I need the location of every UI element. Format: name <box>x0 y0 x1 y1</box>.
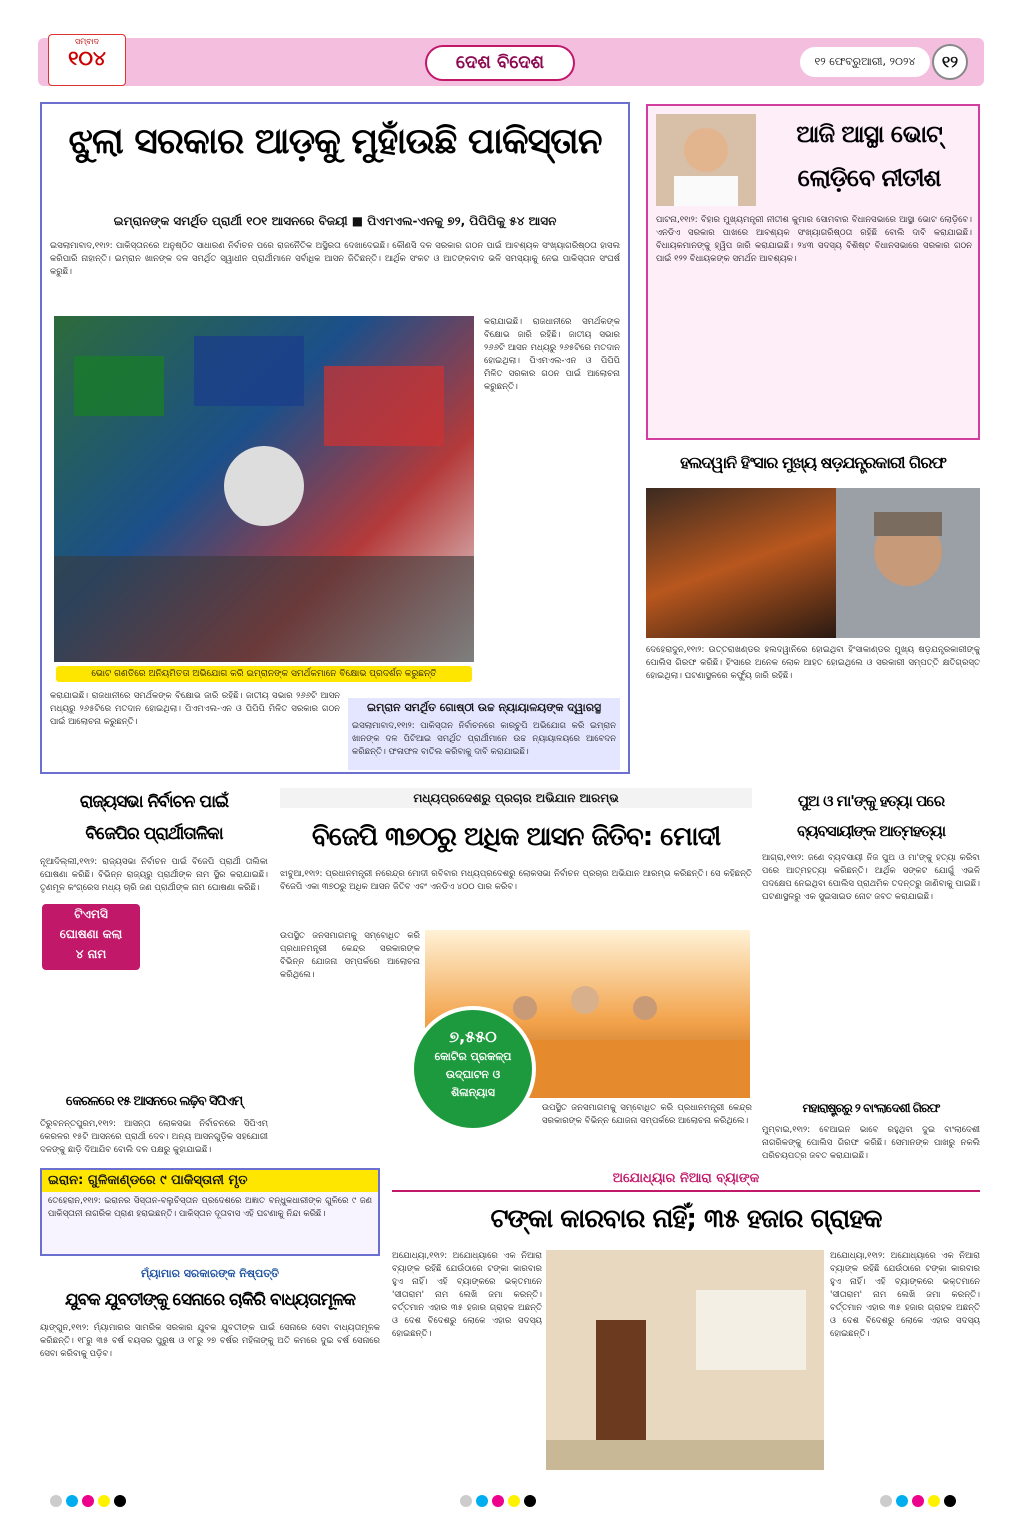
issue-date: ୧୨ ଫେବ୍ରୁଆରୀ, ୨୦୨୪ <box>800 47 930 77</box>
haldwani-suspect-photo <box>836 488 980 638</box>
nitish-body: ପାଟନା,୧୧ା୨: ବିହାର ମୁଖ୍ୟମନ୍ତ୍ରୀ ନୀତୀଶ କୁମାର ସୋମବାର ବିଧାନସଭାରେ ଆସ୍ଥା ଭୋଟ ଲୋଡ଼ିବେ। ଏନଡିଏ ସରକାର ପାଖରେ ଆବଶ୍ୟକ ସଂଖ୍ୟାଗରିଷ୍ଠତା ରହିଛି ବୋଲି ଦାବି କରାଯାଇଛି। ବିଧାୟକମାନଙ୍କୁ ହ୍ୱିପ ଜାରି କରାଯାଇଛି। ୨୪୩ ସଦସ୍ୟ ବିଶିଷ୍ଟ ବିଧାନସଭାରେ ସରକାର ଗଠନ ପାଇଁ ୧୨୨ ବିଧାୟକଙ୍କ ସମର୍ଥନ ଆବଶ୍ୟକ। <box>656 215 972 264</box>
story-myanmar <box>40 1264 380 1486</box>
agra-body: ଆଗ୍ରା,୧୧ା୨: ଜଣେ ବ୍ୟବସାୟୀ ନିଜ ପୁଅ ଓ ମା'ଙ୍କୁ ହତ୍ୟା କରିବା ପରେ ଆତ୍ମହତ୍ୟା କରିଛନ୍ତି। ଆର୍ଥିକ ସଙ୍କଟ ଯୋଗୁଁ ଏଭଳି ପଦକ୍ଷେପ ନେଇଥିବା ପୋଲିସ ପ୍ରାଥମିକ ତଦନ୍ତରୁ ଜାଣିବାକୁ ପାଇଛି। ଘଟଣାସ୍ଥଳରୁ ଏକ ସୁଇସାଇଡ ନୋଟ ଜବତ କରାଯାଇଛି। <box>762 853 980 902</box>
ayodhya-bank-photo <box>546 1250 824 1470</box>
section-title: ଦେଶ ବିଦେଶ <box>425 45 575 81</box>
pakistan-rally-photo <box>54 316 474 662</box>
masthead-number: ୧୦୪ <box>68 46 106 70</box>
iran-body: ତେହେରାନ,୧୧ା୨: ଇରାନର ସିସ୍ତାନ-ବଲୁଚିସ୍ତାନ ପ୍ରଦେଶରେ ଅଜ୍ଞାତ ବନ୍ଧୁକଧାରୀଙ୍କ ଗୁଳିରେ ୯ ଜଣ ପାକିସ୍ତାନୀ ନାଗରିକ ପ୍ରାଣ ହରାଇଛନ୍ତି। ପାକିସ୍ତାନ ଦୂତାବାସ ଏହି ଘଟଣାକୁ ନିନ୍ଦା କରିଛି। <box>48 1196 372 1219</box>
story-nitish-box <box>646 104 980 440</box>
myanmar-body: ୟାଙ୍ଗୁନ,୧୧ା୨: ମ୍ୟାଁମାରର ସାମରିକ ସରକାର ଯୁବକ ଯୁବତୀଙ୍କ ପାଇଁ ସେନାରେ ସେବା ବାଧ୍ୟତାମୂଳକ କରିଛନ୍ତି। ୧୮ରୁ ୩୫ ବର୍ଷ ବୟସର ପୁରୁଷ ଓ ୧୮ରୁ ୨୭ ବର୍ଷର ମହିଳାଙ୍କୁ ଅତି କମରେ ଦୁଇ ବର୍ଷ ସେନାରେ ସେବା କରିବାକୁ ପଡ଼ିବ। <box>40 1323 380 1359</box>
rajyasabha-headline-line1: ରାଜ୍ୟସଭା ନିର୍ବାଚନ ପାଇଁ <box>79 792 229 812</box>
page-number: ୧୨ <box>932 44 968 80</box>
ayodhya-kicker: ଅଯୋଧ୍ୟାର ନିଆରା ବ୍ୟାଙ୍କ <box>392 1168 980 1192</box>
court-subbox <box>348 698 620 770</box>
cpm-body: ତିରୁବନନ୍ତପୁରମ,୧୧ା୨: ଆସନ୍ତା ଲୋକସଭା ନିର୍ବାଚନରେ ସିପିଏମ୍ କେରଳର ୧୫ଟି ଆସନରେ ପ୍ରାର୍ଥୀ ଦେବ। ଅନ୍ୟ ଆସନଗୁଡ଼ିକ ସହଯୋଗୀ ଦଳଙ୍କୁ ଛାଡ଼ି ଦିଆଯିବ ବୋଲି ଦଳ ପକ୍ଷରୁ କୁହାଯାଇଛି। <box>40 1119 268 1155</box>
bangladeshi-headline: ମହାରାଷ୍ଟ୍ରରୁ ୨ ବାଂଲାଦେଶୀ ଗିରଫ <box>802 1101 940 1115</box>
rajyasabha-headline-line2: ବିଜେପିର ପ୍ରାର୍ଥୀତାଳିକା <box>85 824 223 844</box>
story-pakistan-lower-body: କରାଯାଇଛି। ରାଜଧାନୀରେ ସମର୍ଥକଙ୍କ ବିକ୍ଷୋଭ ଜାରି ରହିଛି। ଜାତୀୟ ସଭାର ୨୬୬ଟି ଆସନ ମଧ୍ୟରୁ ୨୬୫ଟିରେ ମତଦାନ ହୋଇଥିଲା। ପିଏମଏଲ-ଏନ ଓ ପିପିପି ମିଳିତ ସରକାର ଗଠନ ପାଇଁ ଆଲୋଚନା କରୁଛନ୍ତି। <box>50 691 340 727</box>
masthead-tag: ସମ୍ବାଦ <box>75 37 99 46</box>
story-pakistan-subhead: ଇମ୍ରାନଙ୍କ ସମର୍ଥିତ ପ୍ରାର୍ଥୀ ୧୦୧ ଆସନରେ ବିଜୟୀ ■ ପିଏମଏଲ-ଏନକୁ ୭୨, ପିପିପିକୁ ୫୪ ଆସନ <box>113 214 557 228</box>
badge-line4: ଶିଳାନ୍ୟାସ <box>451 1086 495 1099</box>
story-haldwani <box>646 448 980 770</box>
ayodhya-side-body: ଅଯୋଧ୍ୟା,୧୧ା୨: ଅଯୋଧ୍ୟାରେ ଏକ ନିଆରା ବ୍ୟାଙ୍କ ରହିଛି ଯେଉଁଠାରେ ଟଙ୍କା କାରବାର ହୁଏ ନାହିଁ। ଏହି ବ୍ୟାଙ୍କରେ ଭକ୍ତମାନେ 'ସୀତାରାମ' ନାମ ଲେଖି ଜମା କରନ୍ତି। ବର୍ତ୍ତମାନ ଏହାର ୩୫ ହଜାର ଗ୍ରାହକ ଅଛନ୍ତି ଓ ଦେଶ ବିଦେଶରୁ ଲୋକେ ଏହାର ସଦସ୍ୟ ହୋଇଛନ୍ତି। <box>830 1251 980 1339</box>
story-pakistan-headline: ଝୁଲା ସରକାର ଆଡ଼କୁ ମୁହାଁଉଛି ପାକିସ୍ତାନ <box>68 121 602 162</box>
bangladeshi-body: ମୁମ୍ବାଇ,୧୧ା୨: ବେଆଇନ ଭାବେ ରହୁଥିବା ଦୁଇ ବାଂଲାଦେଶୀ ନାଗରିକଙ୍କୁ ପୋଲିସ ଗିରଫ କରିଛି। ସେମାନଙ୍କ ପାଖରୁ ନକଲି ପରିଚୟପତ୍ର ଜବତ କରାଯାଇଛି। <box>762 1125 980 1161</box>
modi-side-body: ଉପସ୍ଥିତ ଜନସମାଗମକୁ ସମ୍ବୋଧିତ କରି ପ୍ରଧାନମନ୍ତ୍ରୀ କେନ୍ଦ୍ର ସରକାରଙ୍କ ବିଭିନ୍ନ ଯୋଜନା ସମ୍ପର୍କରେ ଆଲୋଚନା କରିଥିଲେ। <box>280 931 420 980</box>
registration-marks-right <box>880 1492 960 1511</box>
nitish-headline-line2: ଲୋଡ଼ିବେ ନୀତୀଶ <box>797 164 941 192</box>
tmc-tag-line2: ଘୋଷଣା କଲା <box>59 927 123 941</box>
project-badge <box>410 1006 536 1132</box>
story-pakistan-body: ଇସଲାମାବାଦ,୧୧ା୨: ପାକିସ୍ତାନରେ ଅନୁଷ୍ଠିତ ସାଧାରଣ ନିର୍ବାଚନ ପରେ ରାଜନୈତିକ ଅସ୍ଥିରତା ଦେଖାଦେଇଛି। କୌଣସି ଦଳ ସରକାର ଗଠନ ପାଇଁ ଆବଶ୍ୟକ ସଂଖ୍ୟାଗରିଷ୍ଠତା ହାସଲ କରିପାରି ନାହାନ୍ତି। ଇମ୍ରାନ ଖାନଙ୍କ ଦଳ ସମର୍ଥିତ ସ୍ୱାଧୀନ ପ୍ରାର୍ଥୀମାନେ ସର୍ବାଧିକ ଆସନ ଜିତିଛନ୍ତି। ଆର୍ଥିକ ସଂକଟ ଓ ଆତଙ୍କବାଦ ଭଳି ସମସ୍ୟାକୁ ନେଇ ପାକିସ୍ତାନ ସଂଘର୍ଷ କରୁଛି। <box>50 241 620 277</box>
registration-marks-center <box>460 1492 540 1511</box>
nitish-headline-line1: ଆଜି ଆସ୍ଥା ଭୋଟ୍ <box>796 120 942 148</box>
cpm-headline: କେରଳରେ ୧୫ ଆସନରେ ଲଢ଼ିବ ସିପିଏମ୍ <box>65 1094 243 1109</box>
modi-body: ଝାବୁଆ,୧୧ା୨: ପ୍ରଧାନମନ୍ତ୍ରୀ ନରେନ୍ଦ୍ର ମୋଦୀ ରବିବାର ମଧ୍ୟପ୍ରଦେଶରୁ ଲୋକସଭା ନିର୍ବାଚନ ପ୍ରଚାର ଅଭିଯାନ ଆରମ୍ଭ କରିଛନ୍ତି। ସେ କହିଛନ୍ତି ବିଜେପି ଏକା ୩୭୦ରୁ ଅଧିକ ଆସନ ଜିତିବ ଏବଂ ଏନଡିଏ ୪୦୦ ପାର କରିବ। <box>280 869 752 892</box>
ayodhya-body: ଅଯୋଧ୍ୟା,୧୧ା୨: ଅଯୋଧ୍ୟାରେ ଏକ ନିଆରା ବ୍ୟାଙ୍କ ରହିଛି ଯେଉଁଠାରେ ଟଙ୍କା କାରବାର ହୁଏ ନାହିଁ। ଏହି ବ୍ୟାଙ୍କରେ ଭକ୍ତମାନେ 'ସୀତାରାମ' ନାମ ଲେଖି ଜମା କରନ୍ତି। ବର୍ତ୍ତମାନ ଏହାର ୩୫ ହଜାର ଗ୍ରାହକ ଅଛନ୍ତି ଓ ଦେଶ ବିଦେଶରୁ ଲୋକେ ଏହାର ସଦସ୍ୟ ହୋଇଛନ୍ତି। <box>392 1251 542 1339</box>
masthead-logo <box>48 34 126 86</box>
iran-headline: ଇରାନ: ଗୁଳିକାଣ୍ଡରେ ୯ ପାକିସ୍ତାନୀ ମୃତ <box>42 1170 378 1192</box>
story-ayodhya <box>392 1168 980 1486</box>
registration-marks-left <box>50 1492 130 1511</box>
pakistan-photo-caption: ଭୋଟ ଗଣତିରେ ଅନିୟମିତତା ଅଭିଯୋଗ କରି ଇମ୍ରାନଙ୍କ ସମର୍ଥକମାନେ ବିକ୍ଷୋଭ ପ୍ରଦର୍ଶନ କରୁଛନ୍ତି <box>56 666 472 682</box>
ayodhya-headline: ଟଙ୍କା କାରବାର ନାହିଁ; ୩୫ ହଜାର ଗ୍ରାହକ <box>490 1204 882 1234</box>
badge-line2: କୋଟିର ପ୍ରକଳ୍ପ <box>434 1050 512 1063</box>
modi-lower-body: ଉପସ୍ଥିତ ଜନସମାଗମକୁ ସମ୍ବୋଧିତ କରି ପ୍ରଧାନମନ୍ତ୍ରୀ କେନ୍ଦ୍ର ସରକାରଙ୍କ ବିଭିନ୍ନ ଯୋଜନା ସମ୍ପର୍କରେ ଆଲୋଚନା କରିଥିଲେ। <box>542 1103 752 1126</box>
modi-headline: ବିଜେପି ୩୭୦ରୁ ଅଧିକ ଆସନ ଜିତିବ: ମୋଦୀ <box>311 822 721 852</box>
haldwani-fire-photo <box>646 488 836 638</box>
rajyasabha-body: ନୂଆଦିଲ୍ଲୀ,୧୧ା୨: ରାଜ୍ୟସଭା ନିର୍ବାଚନ ପାଇଁ ବିଜେପି ପ୍ରାର୍ଥୀ ତାଲିକା ଘୋଷଣା କରିଛି। ବିଭିନ୍ନ ରାଜ୍ୟରୁ ପ୍ରାର୍ଥୀଙ୍କ ନାମ ସ୍ଥିର କରାଯାଇଛି। ତୃଣମୂଳ କଂଗ୍ରେସ ମଧ୍ୟ ଚାରି ଜଣ ପ୍ରାର୍ଥୀଙ୍କ ନାମ ଘୋଷଣା କରିଛି। <box>40 857 268 893</box>
story-pakistan-side-body: କରାଯାଇଛି। ରାଜଧାନୀରେ ସମର୍ଥକଙ୍କ ବିକ୍ଷୋଭ ଜାରି ରହିଛି। ଜାତୀୟ ସଭାର ୨୬୬ଟି ଆସନ ମଧ୍ୟରୁ ୨୬୫ଟିରେ ମତଦାନ ହୋଇଥିଲା। ପିଏମଏଲ-ଏନ ଓ ପିପିପି ମିଳିତ ସରକାର ଗଠନ ପାଇଁ ଆଲୋଚନା କରୁଛନ୍ତି। <box>484 317 620 392</box>
haldwani-headline: ହଲଦୱାନି ହିଂସାର ମୁଖ୍ୟ ଷଡ଼ଯନ୍ତ୍ରକାରୀ ଗିରଫ <box>680 453 946 472</box>
myanmar-kicker: ମ୍ୟାଁମାର ସରକାରଙ୍କ ନିଷ୍ପତ୍ତି <box>141 1267 279 1280</box>
myanmar-headline: ଯୁବକ ଯୁବତୀଙ୍କୁ ସେନାରେ ଚାକିରି ବାଧ୍ୟତାମୂଳକ <box>64 1290 356 1310</box>
story-iran <box>40 1168 380 1256</box>
story-pakistan-box <box>40 102 630 774</box>
court-subbox-title: ଇମ୍ରାନ ସମର୍ଥିତ ଗୋଷ୍ଠୀ ଉଚ୍ଚ ନ୍ୟାୟାଳୟଙ୍କ ଦ୍ୱାରସ୍ଥ <box>366 701 602 714</box>
tmc-tag-line3: ୪ ନାମ <box>75 947 107 961</box>
modi-kicker: ମଧ୍ୟପ୍ରଦେଶରୁ ପ୍ରଚାର ଅଭିଯାନ ଆରମ୍ଭ <box>280 788 752 808</box>
nitish-photo <box>656 114 756 206</box>
agra-headline-line2: ବ୍ୟବସାୟୀଙ୍କ ଆତ୍ମହତ୍ୟା <box>796 822 946 840</box>
agra-headline-line1: ପୁଅ ଓ ମା'ଙ୍କୁ ହତ୍ୟା ପରେ <box>797 792 945 810</box>
tmc-tag <box>42 904 140 970</box>
badge-amount: ୭,୫୫୦ <box>449 1027 497 1046</box>
tmc-tag-line1: ଟିଏମସି <box>74 907 108 921</box>
badge-line3: ଉଦ୍‌ଘାଟନ ଓ <box>445 1068 501 1081</box>
haldwani-body: ଦେହେରାଦୁନ,୧୧ା୨: ଉତ୍ତରାଖଣ୍ଡର ହଲଦୱାନିରେ ହୋଇଥିବା ହିଂସାକାଣ୍ଡର ମୁଖ୍ୟ ଷଡ଼ଯନ୍ତ୍ରକାରୀଙ୍କୁ ପୋଲିସ ଗିରଫ କରିଛି। ହିଂସାରେ ଅନେକ ଲୋକ ଆହତ ହୋଇଥିଲେ ଓ ସରକାରୀ ସମ୍ପତ୍ତି କ୍ଷତିଗ୍ରସ୍ତ ହୋଇଥିଲା। ଘଟଣାସ୍ଥଳରେ କର୍ଫ୍ୟୁ ଜାରି ରହିଛି। <box>646 645 980 681</box>
court-subbox-body: ଇସଲାମାବାଦ,୧୧ା୨: ପାକିସ୍ତାନ ନିର୍ବାଚନରେ କାରଚୁପି ଅଭିଯୋଗ କରି ଇମ୍ରାନ ଖାନଙ୍କ ଦଳ ପିଟିଆଇ ସମର୍ଥିତ ପ୍ରାର୍ଥୀମାନେ ଉଚ୍ଚ ନ୍ୟାୟାଳୟରେ ଆବେଦନ କରିଛନ୍ତି। ଫଳାଫଳ ବାତିଲ କରିବାକୁ ଦାବି କରାଯାଇଛି। <box>352 721 616 757</box>
